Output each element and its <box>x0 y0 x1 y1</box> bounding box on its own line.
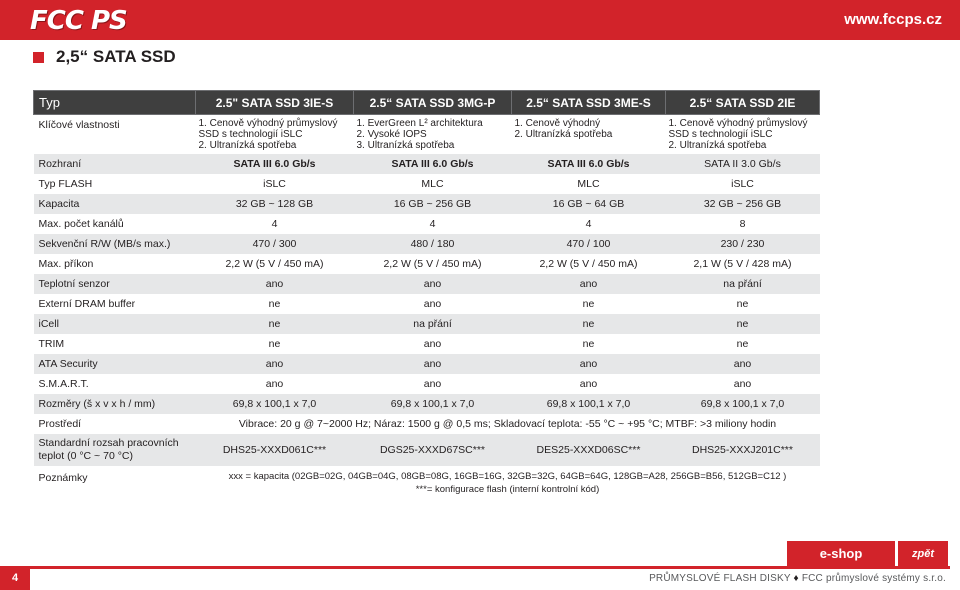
table-cell: ano <box>579 278 598 290</box>
row-label: Kapacita <box>38 198 80 210</box>
table-cell: 230 / 230 <box>720 238 765 250</box>
table-cell: na přání <box>413 318 452 330</box>
table-cell: 16 GB ~ 64 GB <box>552 198 625 210</box>
table-cell: 2,2 W (5 V / 450 mA) <box>383 258 482 270</box>
table-row-dimensions <box>34 394 820 414</box>
table-row-ata-security <box>34 354 820 374</box>
table-row-smart <box>34 374 820 394</box>
table-cell: 2,1 W (5 V / 428 mA) <box>693 258 792 270</box>
footer-caption <box>649 573 946 584</box>
table-cell: ne <box>582 318 595 330</box>
table-cell: ano <box>265 278 284 290</box>
footer-company: FCC průmyslové systémy s.r.o. <box>801 573 946 584</box>
table-cell: 480 / 180 <box>410 238 455 250</box>
feature-line: 2. Ultranízká spotřeba <box>514 129 613 140</box>
table-cell: ne <box>582 298 595 310</box>
environment-value: Vibrace: 20 g @ 7~2000 Hz; Náraz: 1500 g @ 0,5 ms; Skladovací teplota: -55 °C ~ +95 °C; MTBF: >3 miliony hodin <box>238 418 777 430</box>
table-row-features <box>34 115 820 155</box>
row-label: Sekvenční R/W (MB/s max.) <box>38 238 171 250</box>
table-row-temp-sensor <box>34 274 820 294</box>
feature-line: 2. Ultranízká spotřeba <box>668 140 767 151</box>
table-cell: ano <box>579 358 598 370</box>
eshop-button[interactable]: e-shop <box>787 541 895 566</box>
row-label: Rozhraní <box>38 158 82 170</box>
table-row-sequential-rw <box>34 234 820 254</box>
header-col-3ie-s: 2.5" SATA SSD 3IE-S <box>196 91 354 115</box>
row-label: Poznámky <box>38 472 88 484</box>
table-row-max-power <box>34 254 820 274</box>
table-cell: ano <box>733 378 752 390</box>
table-cell: ne <box>582 338 595 350</box>
title-bullet-icon <box>33 52 44 63</box>
table-cell: ano <box>265 358 284 370</box>
feature-line: SSD s technologií iSLC <box>668 129 773 140</box>
table-row-channels <box>34 214 820 234</box>
spec-table <box>33 90 820 504</box>
table-row-flash-type <box>34 174 820 194</box>
part-number-cell: DHS25-XXXD061C*** <box>222 444 327 456</box>
table-cell: ano <box>423 358 442 370</box>
page-title-row <box>33 47 176 67</box>
table-cell: 69,8 x 100,1 x 7,0 <box>390 398 475 410</box>
logo-text: FCC PS <box>30 6 127 36</box>
table-cell: 69,8 x 100,1 x 7,0 <box>700 398 785 410</box>
table-cell: iSLC <box>731 178 754 190</box>
table-row-temp-range <box>34 434 820 466</box>
footer-divider <box>30 566 950 569</box>
table-header-row <box>34 91 820 115</box>
row-label: ATA Security <box>38 358 98 370</box>
table-cell: ano <box>733 358 752 370</box>
table-cell: 8 <box>739 218 746 230</box>
back-button[interactable]: zpět <box>898 541 948 566</box>
row-label: Typ FLASH <box>38 178 93 190</box>
table-cell: ne <box>736 318 749 330</box>
top-bar <box>0 0 960 40</box>
features-cell <box>196 115 354 155</box>
fccps-logo[interactable] <box>30 6 127 36</box>
table-row-notes <box>34 466 820 504</box>
row-label: Max. počet kanálů <box>38 218 124 230</box>
feature-line: 1. EverGreen L² architektura <box>356 118 483 129</box>
page-title: 2,5“ SATA SSD <box>56 47 176 66</box>
table-cell: ano <box>423 378 442 390</box>
feature-line: 2. Ultranízká spotřeba <box>198 140 297 151</box>
table-cell: ne <box>268 338 281 350</box>
feature-line: 1. Cenově výhodný <box>514 118 601 129</box>
table-cell: SATA III 6.0 Gb/s <box>233 158 316 170</box>
table-cell: iSLC <box>263 178 286 190</box>
table-cell: MLC <box>577 178 600 190</box>
feature-line: 3. Ultranízká spotřeba <box>356 140 455 151</box>
feature-line: 1. Cenově výhodný průmyslový <box>198 118 338 129</box>
notes-line-2: ***= konfigurace flash (interní kontrolní kód) <box>415 484 600 495</box>
table-row-icell <box>34 314 820 334</box>
table-cell: ano <box>423 338 442 350</box>
part-number-cell: DHS25-XXXJ201C*** <box>692 444 793 456</box>
table-row-trim <box>34 334 820 354</box>
table-row-environment <box>34 414 820 434</box>
table-cell: SATA III 6.0 Gb/s <box>547 158 630 170</box>
row-label: Max. příkon <box>38 258 94 270</box>
table-cell: 69,8 x 100,1 x 7,0 <box>232 398 317 410</box>
header-col-3mg-p: 2.5“ SATA SSD 3MG-P <box>354 91 512 115</box>
table-cell: ano <box>423 278 442 290</box>
features-cell <box>354 115 512 155</box>
header-col-2ie: 2.5“ SATA SSD 2IE <box>666 91 820 115</box>
table-cell: 4 <box>585 218 592 230</box>
part-number-cell: DES25-XXXD06SC*** <box>536 444 641 456</box>
table-cell: ano <box>423 298 442 310</box>
table-cell: ano <box>579 378 598 390</box>
notes-line-1: xxx = kapacita (02GB=02G, 04GB=04G, 08GB=08G, 16GB=16G, 32GB=32G, 64GB=64G, 128GB=A28, 256GB=B56, 512GB=C12 ) <box>228 471 787 482</box>
row-label: Rozměry (š x v x h / mm) <box>38 398 156 410</box>
table-cell: SATA III 6.0 Gb/s <box>391 158 474 170</box>
row-label: Externí DRAM buffer <box>38 298 136 310</box>
table-cell: ne <box>736 338 749 350</box>
table-cell: 470 / 100 <box>566 238 611 250</box>
row-label: Klíčové vlastnosti <box>38 119 120 131</box>
table-cell: 69,8 x 100,1 x 7,0 <box>546 398 631 410</box>
diamond-icon: ♦ <box>793 573 799 584</box>
table-cell: ne <box>736 298 749 310</box>
website-link[interactable]: www.fccps.cz <box>844 11 942 28</box>
features-cell <box>512 115 666 155</box>
footer-section: PRŮMYSLOVÉ FLASH DISKY <box>649 573 791 584</box>
row-label: Teplotní senzor <box>38 278 110 290</box>
table-row-dram-buffer <box>34 294 820 314</box>
part-number-cell: DGS25-XXXD67SC*** <box>379 444 486 456</box>
feature-line: 2. Vysoké IOPS <box>356 129 427 140</box>
table-cell: ne <box>268 298 281 310</box>
feature-line: SSD s technologií iSLC <box>198 129 303 140</box>
row-label: iCell <box>38 318 59 330</box>
features-cell <box>666 115 820 155</box>
row-label: TRIM <box>38 338 65 350</box>
table-cell: na přání <box>723 278 762 290</box>
table-cell: 32 GB ~ 256 GB <box>703 198 782 210</box>
table-cell: 470 / 300 <box>252 238 297 250</box>
table-cell: 4 <box>429 218 436 230</box>
feature-line: 1. Cenově výhodný průmyslový <box>668 118 808 129</box>
table-cell: ne <box>268 318 281 330</box>
table-row-capacity <box>34 194 820 214</box>
header-type-label: Typ <box>34 91 196 115</box>
header-col-3me-s: 2.5“ SATA SSD 3ME-S <box>512 91 666 115</box>
page-number: 4 <box>0 566 30 590</box>
table-cell: 32 GB ~ 128 GB <box>235 198 314 210</box>
table-cell: 2,2 W (5 V / 450 mA) <box>539 258 638 270</box>
table-cell: 16 GB ~ 256 GB <box>393 198 472 210</box>
table-cell: 4 <box>271 218 278 230</box>
table-cell: SATA II 3.0 Gb/s <box>704 158 781 170</box>
row-label: Prostředí <box>38 418 82 430</box>
row-label: S.M.A.R.T. <box>38 378 89 390</box>
table-cell: 2,2 W (5 V / 450 mA) <box>225 258 324 270</box>
table-cell: MLC <box>421 178 444 190</box>
notes-cell <box>196 466 820 504</box>
row-label: Standardní rozsah pracovních teplot (0 °C ~ 70 °C) <box>38 437 179 462</box>
table-row-interface <box>34 154 820 174</box>
table-cell: ano <box>265 378 284 390</box>
